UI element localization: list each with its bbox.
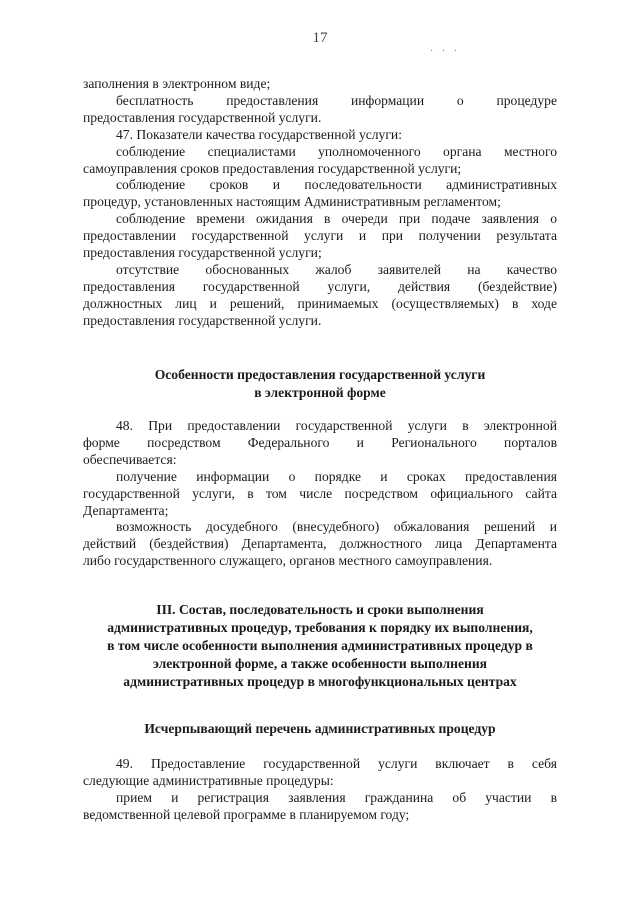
section-heading-procedures-list: [60, 720, 580, 738]
text-line: действий (бездействия) Департамента, должностного лица Департамента: [83, 536, 557, 552]
heading-line: в том числе особенности выполнения административных процедур в: [107, 638, 533, 653]
text-line: соблюдение времени ожидания в очереди при подаче заявления о: [116, 211, 557, 227]
text-line: Департамента;: [83, 502, 169, 518]
text-line: предоставления государственной услуги, действия (бездействие): [83, 278, 557, 294]
heading-line: Особенности предоставления государственной услуги: [154, 367, 486, 382]
heading-line: электронной форме, а также особенности выполнения: [152, 656, 488, 671]
text-line: соблюдение специалистами уполномоченного органа местного: [116, 143, 557, 159]
text-line: следующие административные процедуры:: [83, 772, 334, 788]
heading-line: в электронной форме: [254, 385, 386, 400]
heading-line: административных процедур в многофункциональных центрах: [123, 674, 517, 689]
text-line: должностных лиц и решений, принимаемых (осуществляемых) в ходе: [83, 295, 557, 311]
text-line: процедур, установленных настоящим Административным регламентом;: [83, 194, 501, 210]
paragraphs-middle: [83, 418, 557, 570]
scan-specks: · · ·: [430, 46, 460, 57]
page-number: 17: [312, 30, 328, 46]
text-line: государственной услуги, в том числе посредством официального сайта: [83, 485, 557, 501]
text-line: 48. При предоставлении государственной услуги в электронной: [116, 418, 557, 433]
text-line: соблюдение сроков и последовательности административных: [116, 177, 557, 193]
paragraphs-bottom: [83, 756, 557, 824]
text-line: бесплатность предоставления информации о процедуре: [116, 92, 557, 108]
text-line: предоставления государственной услуги.: [83, 312, 322, 328]
text-line: заполнения в электронном виде;: [83, 76, 271, 91]
text-line: отсутствие обоснованных жалоб заявителей на качество: [116, 261, 557, 277]
heading-line: Исчерпывающий перечень административных процедур: [144, 721, 496, 736]
text-line: самоуправления сроков предоставления государственной услуги;: [83, 160, 462, 176]
text-line: получение информации о порядке и сроках предоставления: [116, 468, 557, 484]
text-line: обеспечивается:: [83, 451, 177, 467]
text-line: прием и регистрация заявления гражданина об участии в: [116, 789, 557, 805]
section-heading-electronic-form: [60, 366, 580, 402]
text-line: 49. Предоставление государственной услуги включает в себя: [116, 756, 557, 771]
section-heading-iii: [60, 601, 580, 691]
text-line: предоставлении государственной услуги и при получении результата: [83, 228, 557, 244]
heading-line: III. Состав, последовательность и сроки выполнения: [156, 602, 484, 617]
text-line: либо государственного служащего, органов местного самоуправления.: [83, 553, 493, 569]
heading-line: административных процедур, требования к порядку их выполнения,: [107, 620, 533, 635]
text-line: возможность досудебного (внесудебного) обжалования решений и: [116, 519, 557, 535]
text-line: предоставления государственной услуги.: [83, 109, 322, 125]
text-line: ведомственной целевой программе в планируемом году;: [83, 806, 410, 822]
text-line: предоставления государственной услуги;: [83, 245, 322, 261]
text-line: 47. Показатели качества государственной услуги:: [116, 126, 402, 142]
paragraphs-top: [83, 76, 557, 330]
text-line: форме посредством Федерального и Регионального порталов: [83, 434, 557, 450]
